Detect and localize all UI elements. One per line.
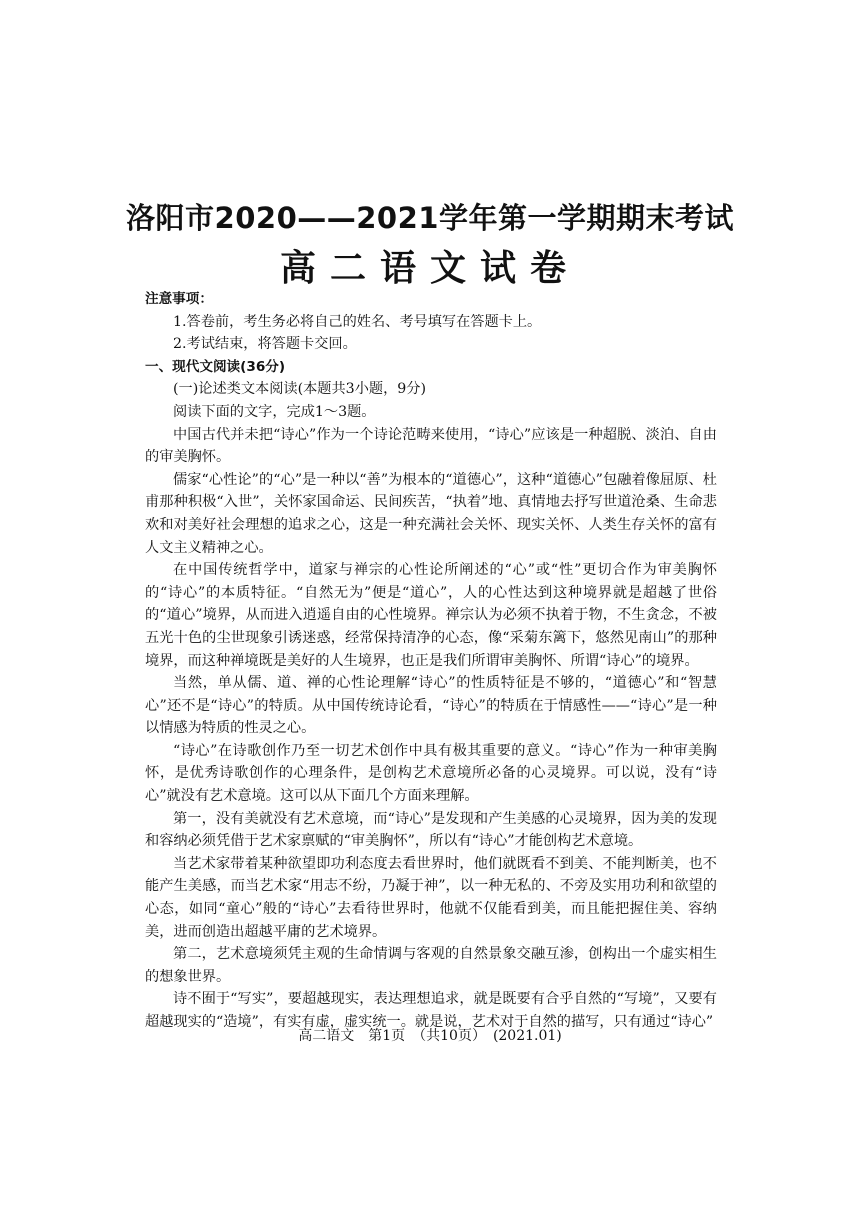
passage-paragraph: 中国古代并未把“诗心”作为一个诗论范畴来使用，“诗心”应该是一种超脱、淡泊、自由的审美胸怀。	[145, 426, 717, 466]
notice-item: 1.答卷前，考生务必将自己的姓名、考号填写在答题卡上。	[173, 313, 542, 330]
passage-paragraph: 诗不囿于“写实”，要超越现实，表达理想追求，就是既要有合乎自然的“写境”，又要有超越现实的“造境”，有实有虚，虚实统一。就是说，艺术对于自然的描写，只有通过“诗心”	[145, 991, 717, 1030]
notice-heading: 注意事项：	[145, 291, 213, 307]
section-heading: 一、现代文阅读(36分)	[145, 358, 286, 375]
paper-title: 高二语文试卷	[279, 248, 580, 289]
exam-title: 洛阳市2020——2021学年第一学期期末考试	[126, 201, 734, 235]
passage-paragraph: 在中国传统哲学中，道家与禅宗的心性论所阐述的“心”或“性”更切合作为审美胸怀的“诗心”的本质特征。“自然无为”便是“道心”，人的心性达到这种境界就是超越了世俗的“道心”境界，从而进入逍遥自由的心性境界。禅宗认为必须不执着于物，不生贪念，不被五光十色的尘世现象引诱迷惑，经常保持清净的心态，像“采菊东篱下，悠然见南山”的那种境界，而这种禅境既是美好的人生境界，也正是我们所谓审美胸怀、所谓“诗心”的境界。	[145, 562, 717, 669]
passage-paragraph: 第一，没有美就没有艺术意境，而“诗心”是发现和产生美感的心灵境界，因为美的发现和容纳必须凭借于艺术家禀赋的“审美胸怀”，所以有“诗心”才能创构艺术意境。	[145, 810, 717, 850]
passage-paragraph: 当艺术家带着某种欲望即功利态度去看世界时，他们就既看不到美、不能判断美，也不能产生美感，而当艺术家“用志不纷，乃凝于神”，以一种无私的、不旁及实用功利和欲望的心态，如同“童心”般的“诗心”去看待世界时，他就不仅能看到美，而且能把握住美、容纳美，进而创造出超越平庸的艺术境界。	[145, 855, 717, 940]
sub-section-heading: (一)论述类文本阅读(本题共3小题，9分)	[173, 381, 427, 398]
page-footer: 高二语文 第1页 （共10页） (2021.01)	[298, 1028, 562, 1044]
exam-body	[145, 288, 717, 1034]
notice-item: 2.考试结束，将答题卡交回。	[173, 336, 357, 353]
passage-paragraph: “诗心”在诗歌创作乃至一切艺术创作中具有极其重要的意义。“诗心”作为一种审美胸怀，是优秀诗歌创作的心理条件，是创构艺术意境所必备的心灵境界。可以说，没有“诗心”就没有艺术意境。这可以从下面几个方面来理解。	[145, 742, 717, 805]
passage-paragraph: 当然，单从儒、道、禅的心性论理解“诗心”的性质特征是不够的，“道德心”和“智慧心”还不是“诗心”的特质。从中国传统诗论看，“诗心”的特质在于情感性——“诗心”是一种以情感为特质的性灵之心。	[145, 675, 717, 737]
passage-paragraph: 儒家“心性论”的“心”是一种以“善”为根本的“道德心”，这种“道德心”包融着像屈原、杜甫那种积极“入世”，关怀家国命运、民间疾苦，“执着”地、真情地去抒写世道沧桑、生命悲欢和对美好社会理想的追求之心，这是一种充满社会关怀、现实关怀、人类生存关怀的富有人文主义精神之心。	[145, 471, 717, 556]
passage-paragraph: 第二，艺术意境须凭主观的生命情调与客观的自然景象交融互渗，创构出一个虚实相生的想象世界。	[145, 946, 717, 985]
reading-instruction: 阅读下面的文字，完成1～3题。	[173, 403, 376, 420]
